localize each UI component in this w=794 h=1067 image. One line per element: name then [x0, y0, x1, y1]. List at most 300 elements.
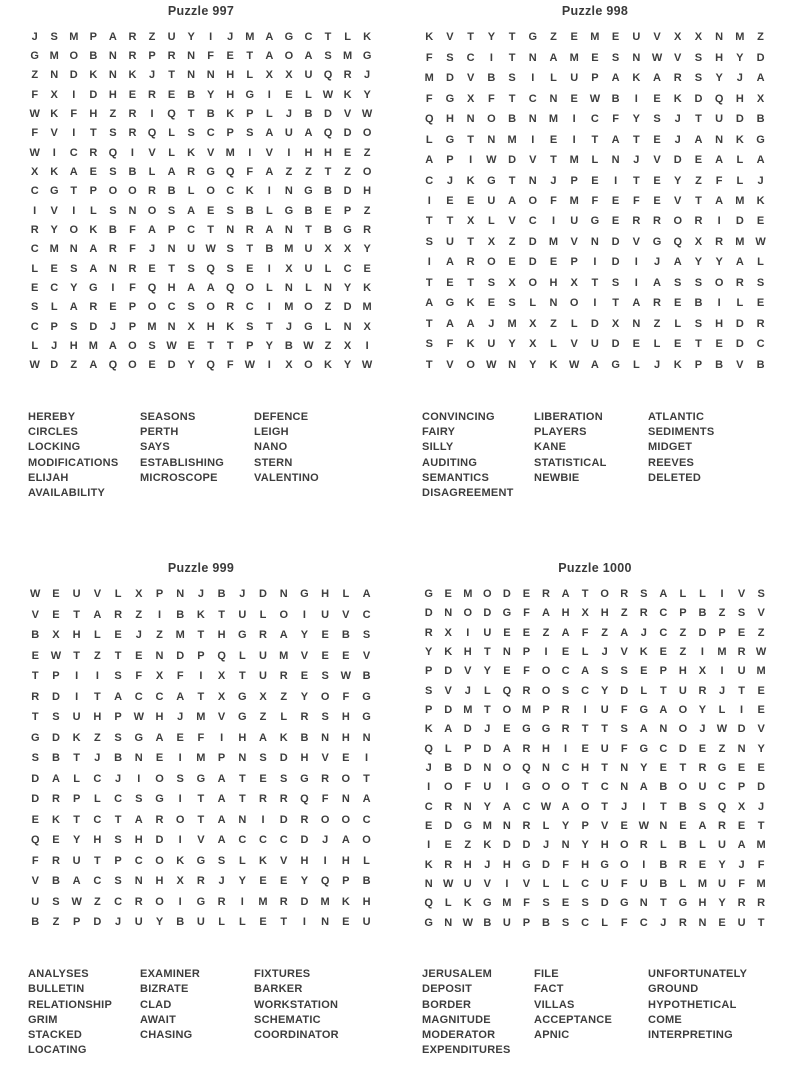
grid-letter: Q	[108, 146, 118, 159]
grid-letter: E	[259, 875, 267, 888]
grid-letter: E	[109, 301, 117, 314]
grid-letter: M	[196, 752, 206, 765]
grid-letter: W	[568, 358, 580, 371]
grid-letter: A	[217, 772, 226, 785]
grid-letter: N	[155, 649, 164, 662]
puzzle-999	[18, 561, 384, 1058]
grid-letter: X	[343, 243, 352, 256]
grid-letter: Q	[206, 262, 216, 275]
grid-letter: E	[176, 731, 185, 744]
word-item: LIBERATION	[534, 411, 603, 423]
grid-letter: H	[363, 185, 372, 198]
grid-letter: S	[109, 165, 117, 178]
word-column	[140, 410, 254, 501]
grid-letter: T	[695, 194, 702, 207]
grid-letter: I	[531, 133, 535, 146]
grid-letter: H	[341, 711, 350, 724]
grid-letter: G	[522, 723, 531, 736]
grid-letter: U	[304, 262, 313, 275]
grid-letter: S	[109, 204, 117, 217]
grid-letter: G	[424, 916, 434, 929]
word-column	[648, 410, 778, 501]
word-item: AVAILABILITY	[28, 487, 106, 500]
grid-letter: Y	[300, 875, 309, 888]
grid-letter: X	[694, 31, 703, 44]
grid-letter: B	[487, 72, 496, 85]
grid-letter: P	[167, 223, 176, 236]
grid-letter: E	[522, 626, 531, 639]
grid-letter: T	[73, 608, 81, 621]
grid-letter: X	[529, 338, 537, 351]
grid-letter: A	[265, 165, 274, 178]
grid-letter: E	[611, 31, 620, 44]
grid-letter: C	[561, 665, 570, 678]
grid-letter: P	[197, 649, 205, 662]
grid-letter: L	[488, 215, 495, 228]
grid-letter: C	[114, 793, 123, 806]
grid-letter: N	[715, 133, 724, 146]
grid-letter: P	[72, 915, 81, 928]
grid-letter: T	[363, 772, 371, 785]
grid-letter: R	[343, 69, 352, 82]
grid-letter: O	[619, 858, 629, 871]
grid-letter: S	[114, 875, 122, 888]
grid-letter: T	[31, 711, 39, 724]
grid-letter: U	[259, 670, 268, 683]
grid-letter: G	[304, 185, 313, 198]
grid-letter: Z	[550, 317, 558, 330]
grid-letter: F	[31, 127, 39, 140]
grid-letter: H	[341, 854, 350, 867]
grid-letter: K	[466, 297, 475, 310]
word-item: CIRCLES	[28, 426, 79, 439]
grid-letter: R	[673, 72, 682, 85]
grid-letter: S	[698, 800, 707, 813]
grid-letter: P	[542, 703, 550, 716]
grid-letter: R	[466, 256, 475, 269]
grid-letter: V	[206, 146, 215, 159]
grid-letter: J	[674, 133, 681, 146]
grid-letter: E	[756, 215, 765, 228]
grid-letter: I	[634, 276, 639, 289]
grid-letter: F	[738, 877, 746, 890]
grid-letter: A	[362, 793, 371, 806]
grid-letter: X	[737, 800, 746, 813]
grid-letter: N	[542, 761, 551, 774]
grid-letter: N	[108, 49, 118, 62]
grid-letter: P	[226, 127, 235, 140]
grid-letter: X	[466, 215, 475, 228]
grid-letter: I	[365, 752, 369, 765]
grid-letter: G	[30, 49, 40, 62]
grid-letter: B	[265, 243, 274, 256]
grid-letter: U	[718, 877, 727, 890]
grid-letter: J	[621, 800, 628, 813]
grid-letter: Q	[225, 165, 235, 178]
grid-letter: Y	[529, 358, 537, 371]
grid-letter: C	[30, 185, 39, 198]
grid-letter: N	[341, 793, 350, 806]
grid-letter: T	[70, 185, 78, 198]
grid-letter: I	[267, 88, 272, 101]
grid-letter: D	[444, 703, 453, 716]
grid-letter: T	[581, 723, 589, 736]
grid-letter: I	[583, 703, 587, 716]
grid-letter: A	[735, 256, 744, 269]
word-item: STERN	[254, 456, 293, 469]
grid-letter: K	[341, 895, 350, 908]
letter-grid	[419, 27, 771, 375]
grid-letter: X	[508, 276, 516, 289]
grid-letter: K	[51, 813, 61, 826]
grid-letter: I	[642, 800, 646, 813]
grid-letter: X	[285, 262, 293, 275]
grid-letter: Y	[50, 223, 59, 236]
grid-letter: I	[75, 690, 79, 703]
grid-letter: I	[717, 215, 721, 228]
grid-letter: L	[280, 711, 288, 724]
grid-letter: S	[52, 895, 60, 908]
grid-letter: G	[445, 92, 455, 105]
grid-letter: T	[467, 276, 475, 289]
grid-letter: F	[425, 92, 433, 105]
grid-letter: F	[31, 88, 39, 101]
grid-letter: B	[698, 607, 707, 620]
grid-letter: G	[89, 281, 98, 294]
grid-letter: M	[590, 31, 600, 44]
word-item: SILLY	[422, 441, 454, 454]
grid-letter: I	[531, 72, 535, 85]
grid-letter: J	[488, 317, 495, 330]
grid-letter: S	[362, 629, 371, 642]
grid-letter: G	[300, 588, 309, 601]
grid-letter: H	[155, 875, 164, 888]
grid-letter: E	[611, 215, 620, 228]
grid-letter: R	[259, 793, 268, 806]
grid-letter: W	[486, 358, 497, 371]
grid-letter: T	[114, 813, 122, 826]
grid-letter: U	[487, 338, 496, 351]
grid-letter: Y	[632, 113, 641, 126]
grid-letter: N	[279, 588, 288, 601]
grid-letter: I	[427, 194, 431, 207]
grid-letter: U	[134, 915, 143, 928]
puzzle-1000	[412, 561, 778, 1058]
grid-letter: E	[114, 629, 122, 642]
grid-letter: X	[363, 320, 371, 333]
grid-letter: Y	[736, 51, 744, 64]
grid-letter: C	[304, 30, 313, 43]
grid-letter: R	[639, 839, 648, 852]
grid-letter: G	[424, 587, 434, 600]
grid-letter: B	[542, 916, 551, 929]
word-item: BULLETIN	[28, 983, 85, 996]
grid-letter: R	[444, 858, 453, 871]
grid-letter: I	[178, 834, 182, 847]
grid-letter: M	[548, 235, 559, 248]
grid-letter: E	[591, 51, 599, 64]
grid-letter: Z	[31, 69, 39, 82]
grid-letter: N	[324, 281, 333, 294]
grid-letter: Y	[300, 629, 309, 642]
grid-letter: E	[640, 665, 648, 678]
grid-letter: N	[737, 742, 746, 755]
grid-letter: J	[285, 320, 293, 333]
word-item: MODERATOR	[422, 1029, 496, 1042]
grid-letter: C	[362, 813, 371, 826]
word-item: DELETED	[648, 471, 702, 484]
grid-letter: R	[300, 711, 309, 724]
grid-letter: L	[444, 897, 452, 910]
grid-letter: C	[93, 875, 102, 888]
grid-letter: E	[155, 752, 164, 765]
grid-letter: B	[304, 204, 313, 217]
grid-letter: J	[177, 711, 184, 724]
grid-letter: J	[197, 588, 205, 601]
grid-letter: E	[343, 146, 352, 159]
grid-letter: K	[128, 69, 137, 82]
grid-letter: R	[363, 223, 372, 236]
grid-letter: C	[528, 92, 537, 105]
grid-letter: H	[93, 711, 102, 724]
grid-letter: Y	[70, 281, 78, 294]
grid-letter: E	[570, 31, 579, 44]
grid-letter: C	[590, 113, 600, 126]
grid-letter: I	[564, 742, 568, 755]
grid-letter: L	[305, 281, 312, 294]
grid-letter: B	[284, 339, 294, 352]
grid-letter: T	[238, 793, 246, 806]
grid-letter: I	[593, 297, 597, 310]
grid-letter: Z	[280, 690, 288, 703]
grid-letter: Y	[343, 359, 352, 372]
grid-letter: C	[466, 51, 475, 64]
grid-letter: A	[279, 629, 288, 642]
grid-letter: E	[52, 834, 60, 847]
grid-letter: P	[217, 752, 226, 765]
grid-letter: A	[611, 72, 620, 85]
grid-letter: O	[175, 813, 185, 826]
grid-letter: K	[756, 194, 765, 207]
grid-letter: I	[150, 107, 154, 120]
grid-letter: E	[446, 194, 454, 207]
grid-letter: X	[285, 359, 293, 372]
grid-letter: I	[111, 281, 115, 294]
grid-letter: V	[217, 711, 226, 724]
grid-letter: U	[632, 31, 641, 44]
grid-letter: E	[659, 645, 668, 658]
grid-letter: N	[528, 174, 537, 187]
grid-letter: R	[694, 215, 703, 228]
word-item: SAYS	[140, 441, 170, 454]
grid-letter: B	[659, 858, 668, 871]
grid-letter: I	[572, 133, 576, 146]
grid-letter: C	[93, 772, 102, 785]
grid-letter: O	[678, 703, 688, 716]
grid-letter: T	[246, 49, 254, 62]
grid-letter: P	[50, 320, 59, 333]
grid-letter: I	[717, 297, 721, 310]
grid-letter: G	[362, 690, 372, 703]
grid-letter: H	[735, 92, 744, 105]
grid-letter: D	[508, 154, 517, 167]
grid-letter: D	[463, 723, 472, 736]
grid-letter: A	[698, 819, 707, 832]
grid-letter: E	[167, 88, 176, 101]
grid-letter: D	[51, 731, 61, 744]
grid-letter: R	[756, 317, 765, 330]
grid-letter: O	[502, 703, 512, 716]
grid-letter: E	[187, 339, 195, 352]
grid-letter: K	[72, 731, 81, 744]
grid-letter: X	[50, 88, 59, 101]
grid-letter: H	[698, 897, 707, 910]
grid-letter: N	[561, 839, 570, 852]
grid-letter: A	[217, 793, 226, 806]
grid-letter: V	[300, 649, 309, 662]
grid-letter: V	[570, 235, 579, 248]
grid-letter: E	[757, 703, 765, 716]
grid-letter: Y	[155, 915, 164, 928]
grid-letter: J	[699, 723, 706, 736]
grid-letter: O	[206, 185, 216, 198]
grid-letter: J	[736, 72, 744, 85]
grid-letter: I	[267, 262, 272, 275]
grid-letter: L	[114, 588, 122, 601]
grid-letter: C	[279, 834, 288, 847]
grid-letter: B	[324, 185, 333, 198]
grid-letter: E	[694, 154, 703, 167]
grid-letter: P	[89, 185, 98, 198]
grid-letter: P	[464, 742, 472, 755]
grid-letter: I	[209, 30, 213, 43]
grid-letter: J	[115, 772, 122, 785]
word-item: NANO	[254, 441, 288, 454]
grid-letter: V	[466, 72, 475, 85]
grid-letter: K	[424, 858, 433, 871]
grid-letter: Y	[187, 359, 195, 372]
grid-letter: U	[737, 916, 746, 929]
grid-letter: D	[31, 772, 40, 785]
grid-letter: F	[715, 174, 723, 187]
grid-letter: Q	[217, 649, 227, 662]
grid-letter: Y	[715, 72, 723, 85]
grid-letter: L	[529, 297, 537, 310]
grid-letter: I	[240, 895, 245, 908]
grid-letter: I	[33, 204, 37, 217]
grid-letter: O	[487, 113, 496, 126]
grid-letter: N	[167, 320, 176, 333]
grid-letter: Z	[324, 301, 332, 314]
word-column	[422, 967, 534, 1058]
grid-letter: S	[446, 51, 454, 64]
grid-letter: K	[424, 723, 433, 736]
grid-letter: Y	[600, 684, 609, 697]
grid-letter: R	[678, 858, 688, 871]
grid-letter: I	[220, 731, 224, 744]
grid-letter: V	[620, 645, 629, 658]
puzzle-title: Puzzle 999	[167, 561, 235, 576]
grid-letter: R	[522, 684, 531, 697]
grid-letter: S	[31, 752, 40, 765]
grid-letter: L	[265, 204, 273, 217]
grid-letter: P	[155, 588, 164, 601]
grid-letter: I	[427, 781, 431, 794]
grid-letter: T	[238, 670, 246, 683]
grid-letter: O	[714, 276, 724, 289]
grid-letter: A	[444, 723, 453, 736]
grid-letter: W	[361, 107, 373, 120]
word-item: BORDER	[422, 998, 472, 1011]
grid-letter: E	[52, 588, 60, 601]
word-item: BIZRATE	[140, 983, 189, 996]
grid-letter: N	[444, 607, 453, 620]
grid-letter: S	[508, 297, 516, 310]
grid-letter: N	[284, 281, 294, 294]
grid-letter: Z	[653, 317, 661, 330]
grid-letter: R	[128, 30, 137, 43]
grid-letter: A	[51, 772, 61, 785]
word-item: PLAYERS	[534, 426, 587, 439]
grid-letter: Q	[522, 761, 531, 774]
word-item: APNIC	[534, 1029, 570, 1042]
word-item: RELATIONSHIP	[28, 998, 113, 1011]
grid-letter: P	[659, 665, 668, 678]
grid-letter: S	[114, 731, 122, 744]
grid-letter: F	[632, 194, 640, 207]
grid-letter: H	[715, 317, 724, 330]
grid-letter: D	[483, 742, 492, 755]
puzzle-998	[412, 4, 778, 501]
grid-letter: N	[108, 262, 118, 275]
grid-letter: L	[265, 281, 273, 294]
grid-letter: O	[487, 256, 496, 269]
grid-letter: Q	[323, 69, 333, 82]
grid-letter: Y	[561, 819, 570, 832]
grid-letter: X	[31, 165, 39, 178]
grid-letter: R	[424, 626, 433, 639]
grid-letter: A	[217, 813, 226, 826]
grid-letter: X	[756, 92, 765, 105]
grid-letter: Y	[718, 897, 726, 910]
grid-letter: U	[737, 665, 746, 678]
grid-letter: T	[508, 51, 516, 64]
grid-letter: S	[581, 897, 589, 910]
grid-letter: C	[756, 338, 765, 351]
grid-letter: N	[134, 875, 143, 888]
grid-letter: C	[69, 146, 78, 159]
grid-letter: E	[31, 813, 40, 826]
word-column	[254, 967, 384, 1058]
grid-letter: D	[176, 649, 185, 662]
grid-letter: W	[589, 92, 601, 105]
grid-letter: I	[427, 256, 431, 269]
grid-letter: N	[632, 317, 641, 330]
grid-letter: D	[528, 256, 537, 269]
grid-letter: G	[362, 711, 372, 724]
grid-letter: K	[196, 608, 206, 621]
grid-letter: B	[324, 223, 333, 236]
grid-letter: E	[246, 262, 254, 275]
grid-letter: D	[756, 51, 765, 64]
grid-letter: Z	[620, 607, 628, 620]
grid-letter: Z	[550, 31, 558, 44]
grid-letter: N	[549, 297, 558, 310]
grid-letter: S	[425, 684, 433, 697]
grid-letter: O	[279, 608, 289, 621]
grid-letter: V	[31, 608, 40, 621]
grid-letter: B	[611, 92, 620, 105]
